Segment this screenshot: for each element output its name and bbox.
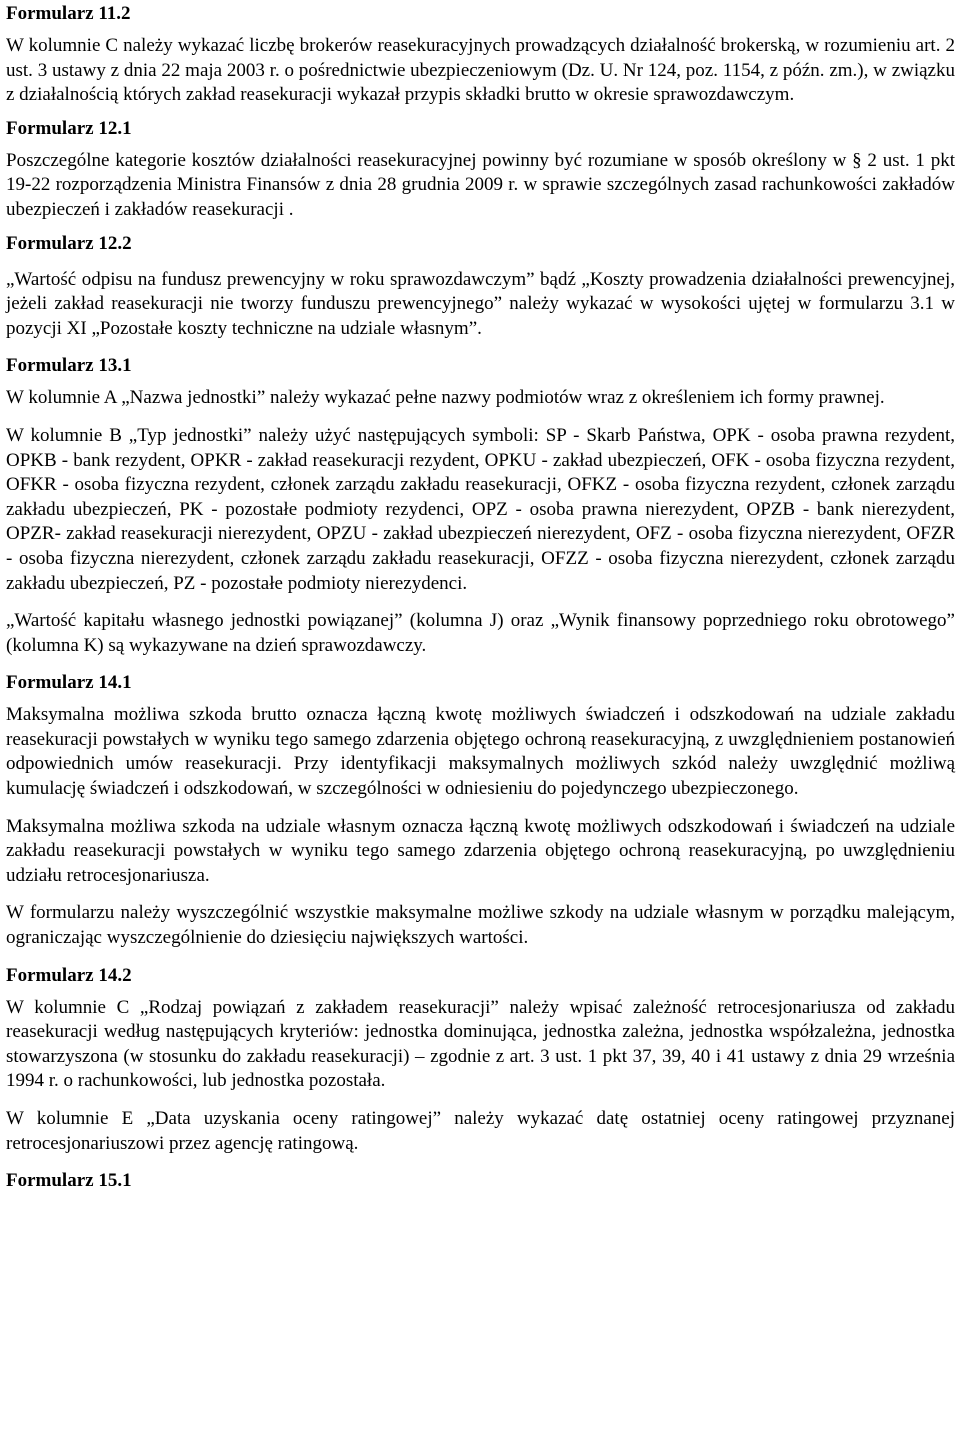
paragraph-13-1-b: W kolumnie B „Typ jednostki” należy użyć następujących symboli: SP - Skarb Państwa, OPK - osoba prawna rezydent, OPKB - bank rezydent, OPKR - zakład reasekuracji rezydent, OPKU - zakład ubezpieczeń, OFK - osoba fizyczna rezydent, OFKR - osoba fizyczna rezydent, członek zarządu zakładu reasekuracji, OFKZ - osoba fizyczna rezydent, członek zarządu zakładu ubezpieczeń, PK - pozostałe podmioty rezydenci, OPZ - osoba prawna nierezydent, OPZB - bank nierezydent, OPZR- zakład reasekuracji nierezydent, OPZU - zakład ubezpieczeń nierezydent, OFZ - osoba fizyczna nierezydent, OFZR - osoba fizyczna nierezydent, członek zarządu zakładu reasekuracji, OFZZ - osoba fizyczna nierezydent, członek zarządu zakładu ubezpieczeń, PZ - pozostałe podmioty nierezydenci. [6,424,955,594]
paragraph-14-1-b: Maksymalna możliwa szkoda na udziale własnym oznacza łączną kwotę możliwych odszkodowań i świadczeń na udziale zakładu reasekuracji powstałych w wyniku tego samego zdarzenia objętego ochroną reasekuracyjną, po uwzględnieniu udziału retrocesjonariusza. [6,815,955,886]
section-heading-14-1: Formularz 14.1 [6,672,132,694]
section-heading-13-1: Formularz 13.1 [6,355,132,377]
paragraph-12-2: „Wartość odpisu na fundusz prewencyjny w roku sprawozdawczym” bądź „Koszty prowadzenia działalności prewencyjnej, jeżeli zakład reasekuracji nie tworzy funduszu prewencyjnego” należy wykazać w wysokości ujętej w formularzu 3.1 w pozycji XI „Pozostałe koszty techniczne na udziale własnym”. [6,268,955,339]
paragraph-14-2-b: W kolumnie E „Data uzyskania oceny ratingowej” należy wykazać datę ostatniej oceny ratingowej przyznanej retrocesjonariuszowi przez agencję ratingową. [6,1108,955,1154]
section-heading-11-2: Formularz 11.2 [6,3,131,24]
section-heading-14-2: Formularz 14.2 [6,964,132,986]
paragraph-13-1-a: W kolumnie A „Nazwa jednostki” należy wykazać pełne nazwy podmiotów wraz z określeniem ich formy prawnej. [6,387,885,409]
paragraph-14-2-a: W kolumnie C „Rodzaj powiązań z zakładem reasekuracji” należy wpisać zależność retrocesjonariusza od zakładu reasekuracji według następujących kryteriów: jednostka dominująca, jednostka zależna, jednostka współzależna, jednostka stowarzyszona (w stosunku do zakładu reasekuracji) – zgodnie z art. 3 ust. 1 pkt 37, 39, 40 i 41 ustawy z dnia 29 września 1994 r. o rachunkowości, lub jednostka pozostała. [6,996,955,1092]
document-page [6,0,955,1193]
paragraph-13-1-c: „Wartość kapitału własnego jednostki powiązanej” (kolumna J) oraz „Wynik finansowy poprzedniego roku obrotowego” (kolumna K) są wykazywane na dzień sprawozdawczy. [6,610,955,656]
section-heading-15-1: Formularz 15.1 [6,1170,132,1192]
paragraph-12-1: Poszczególne kategorie kosztów działalności reasekuracyjnej powinny być rozumiane w sposób określony w § 2 ust. 1 pkt 19-22 rozporządzenia Ministra Finansów z dnia 28 grudnia 2009 r. w sprawie szczególnych zasad rachunkowości zakładów ubezpieczeń i zakładów reasekuracji . [6,149,955,220]
section-heading-12-2: Formularz 12.2 [6,232,132,254]
paragraph-11-2: W kolumnie C należy wykazać liczbę brokerów reasekuracyjnych prowadzących działalność brokerską, w rozumieniu art. 2 ust. 3 ustawy z dnia 22 maja 2003 r. o pośrednictwie ubezpieczeniowym (Dz. U. Nr 124, poz. 1154, z późn. zm.), w związku z działalnością których zakład reasekuracji wykazał przypis składki brutto w okresie sprawozdawczym. [6,35,955,106]
paragraph-14-1-c: W formularzu należy wyszczególnić wszystkie maksymalne możliwe szkody na udziale własnym w porządku malejącym, ograniczając wyszczególnienie do dziesięciu największych wartości. [6,902,955,949]
section-heading-12-1: Formularz 12.1 [6,117,132,139]
paragraph-14-1-a: Maksymalna możliwa szkoda brutto oznacza łączną kwotę możliwych świadczeń i odszkodowań na udziale zakładu reasekuracji powstałych w wyniku tego samego zdarzenia objętego ochroną reasekuracyjną, z uwzględnieniem postanowień odpowiednich umów reasekuracji. Przy identyfikacji maksymalnych możliwych szkód należy uwzględnić możliwą kumulację świadczeń i odszkodowań, w szczególności w odniesieniu do pojedynczego ubezpieczonego. [6,704,955,800]
